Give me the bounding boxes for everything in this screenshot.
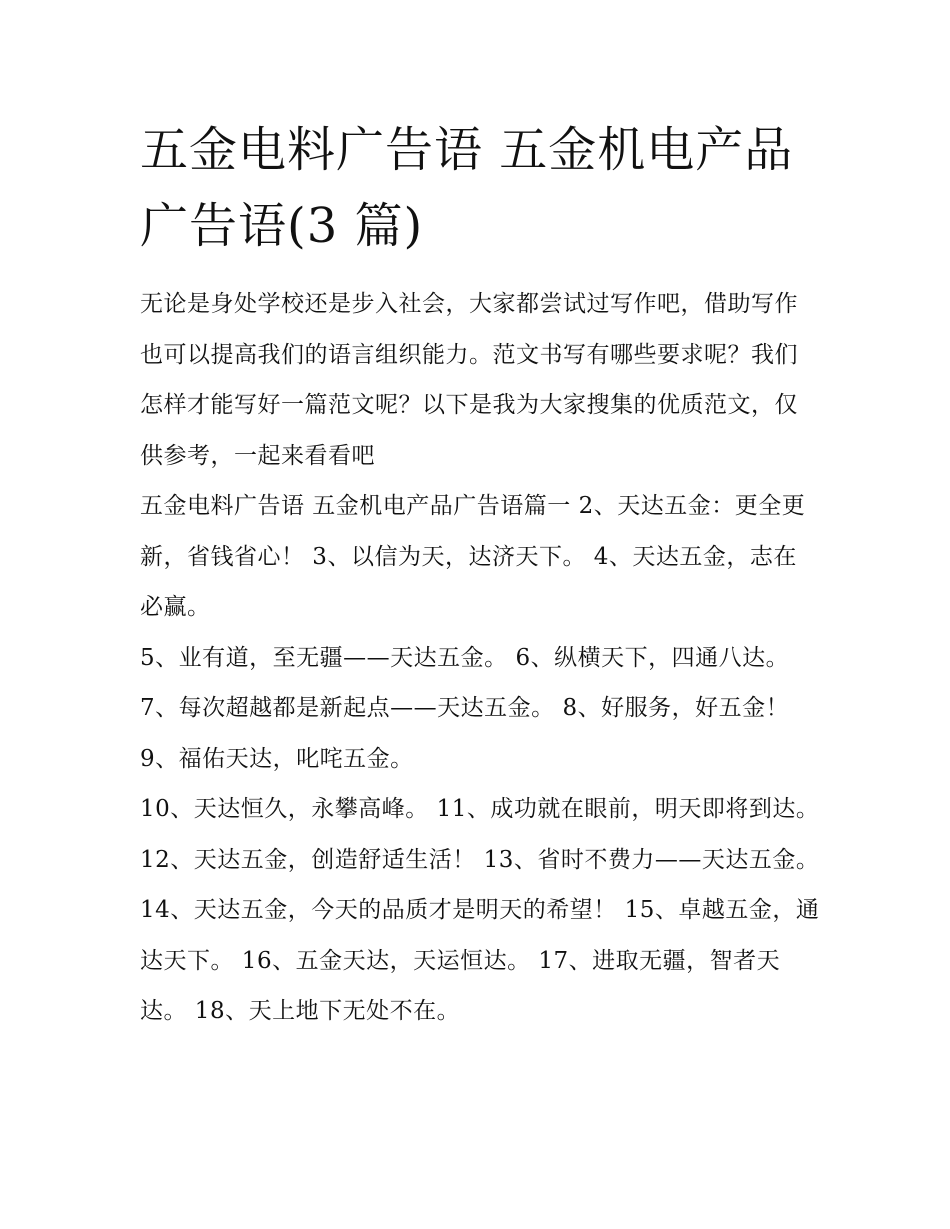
slogan-paragraph: 五金电料广告语 五金机电产品广告语篇一 2、天达五金：更全更新，省钱省心！ 3、以信为天，达济天下。 4、天达五金，志在必赢。: [140, 493, 806, 620]
document-body: [140, 112, 820, 1037]
slogan-paragraph: 5、业有道，至无疆——天达五金。 6、纵横天下，四通八达。 7、每次超越都是新起点——天达五金。 8、好服务，好五金！ 9、福佑天达，叱咤五金。: [140, 644, 790, 772]
document-title: 五金电料广告语 五金机电产品广告语(3 篇): [140, 122, 794, 254]
intro-paragraph: 无论是身处学校还是步入社会，大家都尝试过写作吧，借助写作也可以提高我们的语言组织能力。范文书写有哪些要求呢？我们怎样才能写好一篇范文呢？以下是我为大家搜集的优质范文，仅供参考，一起来看看吧: [140, 291, 798, 469]
slogan-paragraph: 10、天达恒久，永攀高峰。 11、成功就在眼前，明天即将到达。 12、天达五金，创造舒适生活！ 13、省时不费力——天达五金。: [140, 796, 820, 873]
slogan-paragraph: 14、天达五金，今天的品质才是明天的希望！ 15、卓越五金，通达天下。 16、五金天达，天运恒达。 17、进取无疆，智者天达。 18、天上地下无处不在。: [140, 897, 820, 1024]
